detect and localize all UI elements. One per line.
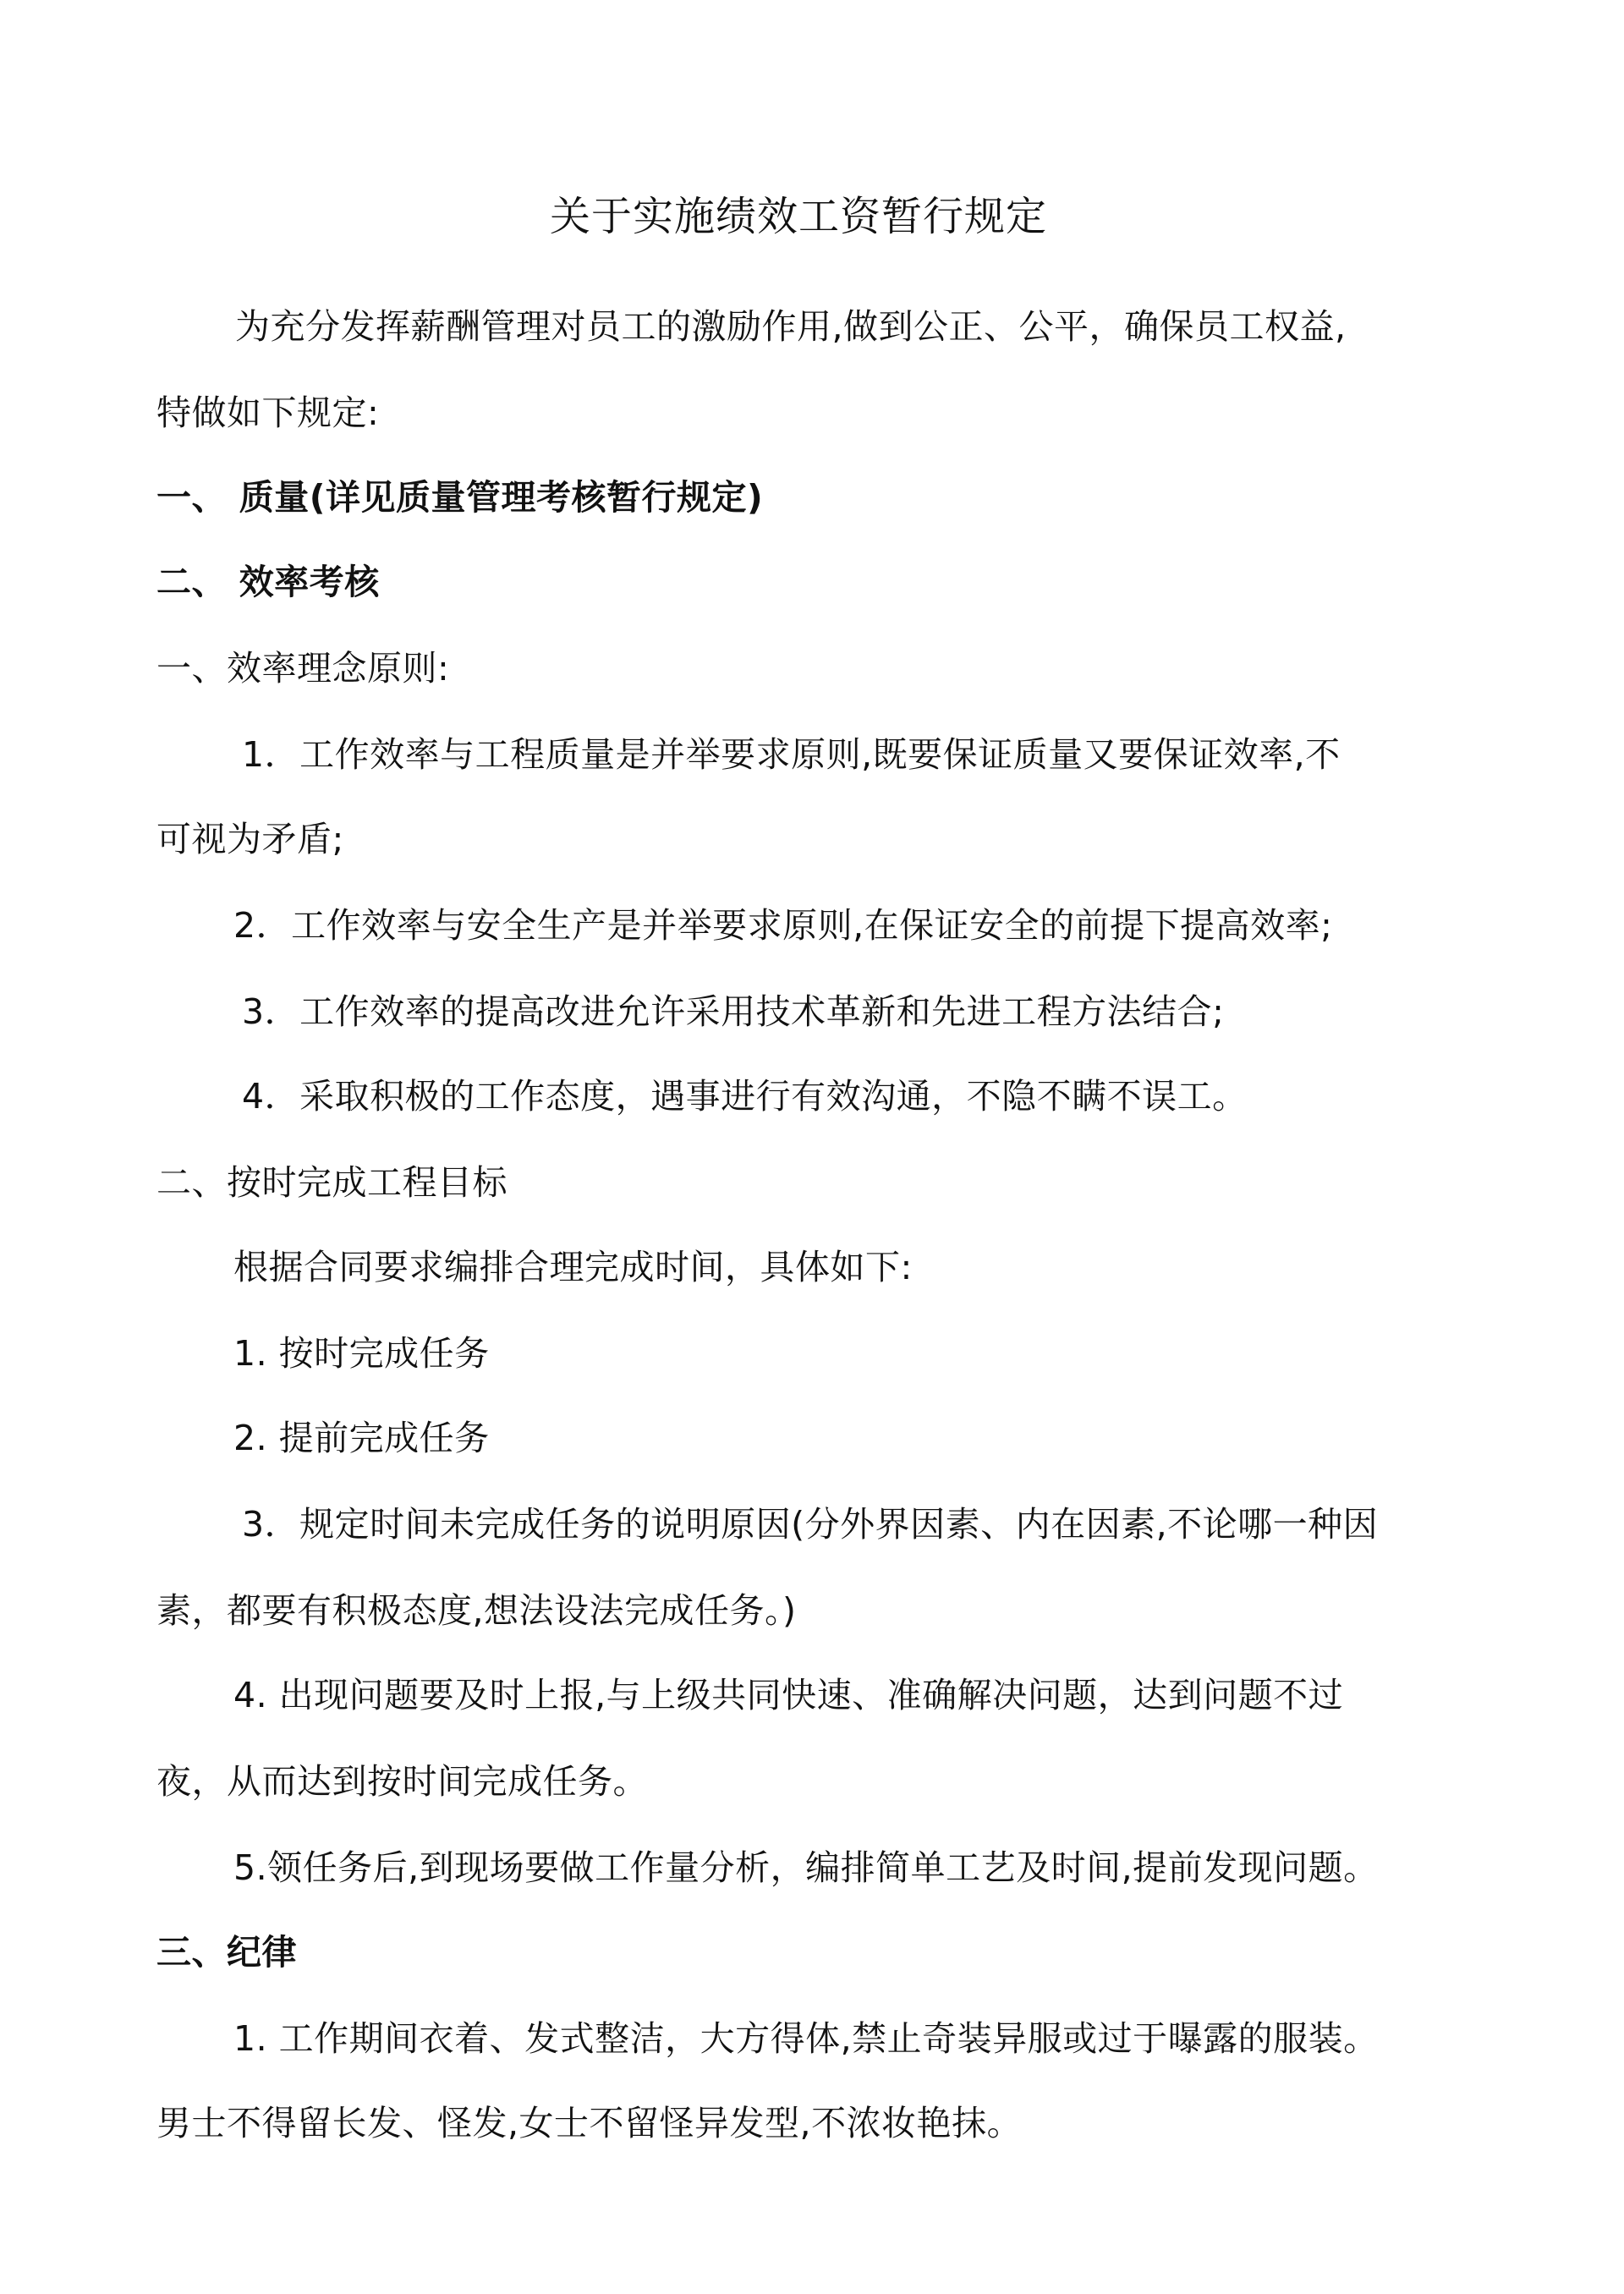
- section-3-item-1-line-2: 男士不得留长发、怪发,女士不留怪异发型,不浓妆艳抹。: [156, 2103, 1023, 2143]
- subsection-2-item-5: 5.领任务后,到现场要做工作量分析，编排简单工艺及时间,提前发现问题。: [233, 1847, 1379, 1888]
- subsection-2-item-1: 1. 按时完成任务: [233, 1333, 490, 1374]
- intro-line-1: 为充分发挥薪酬管理对员工的激励作用,做到公正、公平，确保员工权益,: [235, 306, 1347, 347]
- subsection-2-heading: 二、按时完成工程目标: [156, 1162, 508, 1203]
- subsection-2-item-4-line-1: 4. 出现问题要及时上报,与上级共同快速、准确解决问题，达到问题不过: [233, 1675, 1344, 1715]
- subsection-1-item-1-line-1: 1．工作效率与工程质量是并举要求原则,既要保证质量又要保证效率,不: [242, 734, 1341, 775]
- subsection-2-item-4-line-2: 夜，从而达到按时间完成任务。: [156, 1761, 648, 1802]
- subsection-1-item-4: 4．采取积极的工作态度，遇事进行有效沟通，不隐不瞒不误工。: [242, 1076, 1248, 1117]
- subsection-1-item-3: 3．工作效率的提高改进允许采用技术革新和先进工程方法结合;: [242, 991, 1225, 1032]
- subsection-2-intro: 根据合同要求编排合理完成时间，具体如下:: [233, 1247, 913, 1287]
- subsection-2-item-3-line-1: 3．规定时间未完成任务的说明原因(分外界因素、内在因素,不论哪一种因: [242, 1504, 1379, 1545]
- subsection-1-item-2: 2．工作效率与安全生产是并举要求原则,在保证安全的前提下提高效率;: [233, 905, 1333, 946]
- section-2-heading: 二、 效率考核: [156, 562, 380, 602]
- section-3-heading: 三、纪律: [156, 1932, 297, 1973]
- section-3-item-1-line-1: 1. 工作期间衣着、发式整洁，大方得体,禁止奇装异服或过于曝露的服装。: [233, 2018, 1379, 2059]
- subsection-2-item-3-line-2: 素，都要有积极态度,想法设法完成任务。): [156, 1590, 797, 1631]
- intro-line-2: 特做如下规定:: [156, 392, 380, 433]
- document-title: 关于实施绩效工资暂行规定: [550, 193, 1048, 240]
- section-1-heading: 一、 质量(详见质量管理考核暂行规定): [156, 477, 764, 518]
- subsection-1-heading: 一、效率理念原则:: [156, 648, 450, 689]
- subsection-2-item-2: 2. 提前完成任务: [233, 1418, 490, 1458]
- subsection-1-item-1-line-2: 可视为矛盾;: [156, 819, 344, 859]
